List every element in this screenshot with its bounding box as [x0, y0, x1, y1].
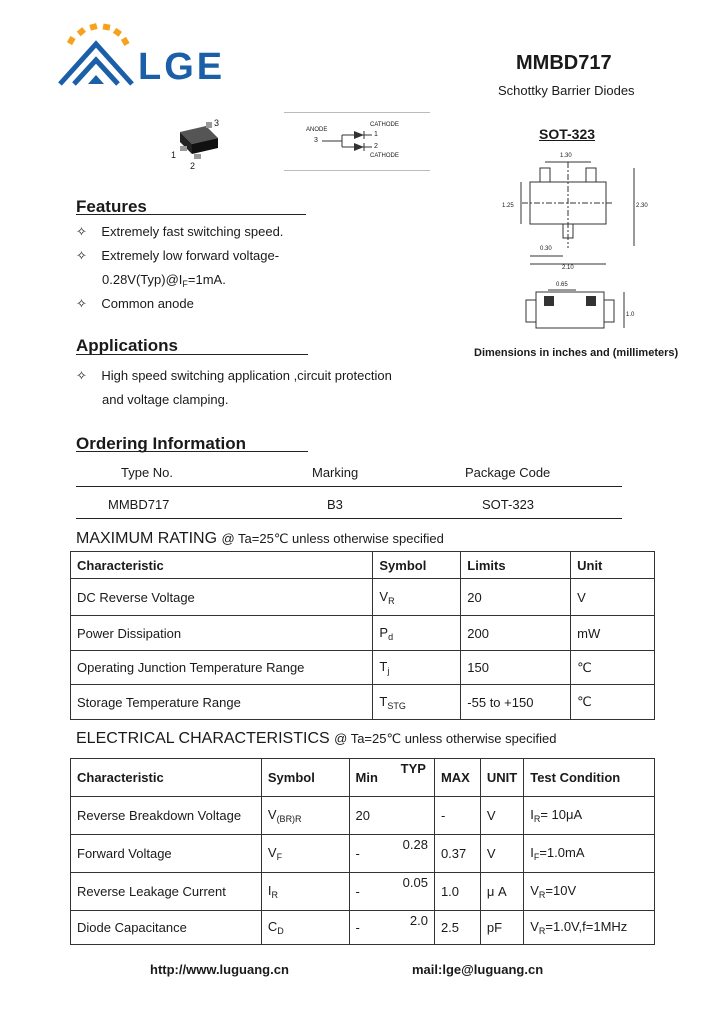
table-row [71, 579, 655, 616]
condition-symbol: I [530, 845, 534, 860]
symbol-text: V [267, 807, 277, 822]
header-characteristic: Characteristic [71, 552, 373, 579]
condition-subscript: R [533, 814, 541, 824]
company-logo [56, 22, 246, 94]
cell-condition [524, 835, 655, 873]
symbol-text: I [267, 883, 272, 898]
table-row [71, 616, 655, 651]
table-row [71, 651, 655, 685]
symbol-text: T [379, 693, 388, 709]
symbol-subscript: STG [387, 700, 406, 711]
table-row [71, 873, 655, 911]
ordering-rule-title [76, 451, 308, 452]
table-header-row [71, 759, 655, 797]
header-characteristic: Characteristic [71, 759, 262, 797]
cell-symbol [373, 651, 461, 685]
cell-max: 2.5 [434, 911, 480, 945]
symbol-text: C [267, 919, 278, 934]
condition-symbol: V [530, 883, 539, 898]
cell-symbol [373, 685, 461, 720]
table-row [71, 685, 655, 720]
part-number: MMBD717 [516, 52, 612, 74]
dim-lead-width: 0.30 [540, 246, 552, 252]
table-row [71, 835, 655, 873]
dim-top-width: 1.30 [560, 153, 572, 159]
application-text: High speed switching application ,circuit protection [101, 368, 392, 383]
symbol-subscript: (BR)R [276, 814, 302, 824]
condition-subscript: F [533, 852, 540, 862]
outline-caption: Dimensions in inches and (millimeters) [474, 347, 679, 359]
min-value: 20 [355, 808, 371, 823]
schematic-pin2: 2 [374, 143, 378, 150]
table-row [71, 797, 655, 835]
cell-max: - [434, 797, 480, 835]
applications-heading: Applications [76, 336, 179, 355]
cell-max: 1.0 [434, 873, 480, 911]
header-typ: TYP [400, 761, 426, 776]
table-header-row [71, 552, 655, 579]
cell-min-typ [349, 797, 434, 835]
dim-side-height: 1.0 [626, 312, 635, 318]
header-min-typ [349, 759, 434, 797]
symbol-subscript: R [271, 890, 279, 900]
footer-email-link[interactable]: mail:lge@luguang.cn [412, 962, 544, 977]
header-symbol: Symbol [373, 552, 461, 579]
cell-min-typ [349, 873, 434, 911]
outline-title: SOT-323 [539, 126, 596, 142]
max-rating-table [70, 551, 655, 720]
table-row [71, 911, 655, 945]
dim-total-height: 2.30 [636, 203, 648, 209]
cell-min-typ [349, 835, 434, 873]
part-description: Schottky Barrier Diodes [498, 83, 635, 98]
cell-unit: V [480, 797, 523, 835]
cell-characteristic: Storage Temperature Range [71, 685, 373, 720]
min-value: - [355, 920, 360, 935]
pin-label-2: 2 [190, 161, 196, 171]
cell-limit: 200 [461, 616, 571, 651]
cell-characteristic: Reverse Breakdown Voltage [71, 797, 262, 835]
max-rating-heading [76, 530, 444, 548]
symbol-text: T [379, 659, 388, 674]
cell-limit: 150 [461, 651, 571, 685]
max-rating-note: @ Ta=25℃ unless otherwise specified [221, 531, 444, 546]
feature-text: Extremely fast switching speed. [101, 224, 284, 239]
dim-body-height: 1.25 [502, 203, 514, 209]
cell-characteristic: Reverse Leakage Current [71, 873, 262, 911]
cell-limit: 20 [461, 579, 571, 616]
schematic-anode-label: ANODE [306, 127, 328, 133]
applications-rule [76, 354, 308, 355]
cell-characteristic: Diode Capacitance [71, 911, 262, 945]
condition-value: = 10μA [540, 807, 583, 822]
header-unit: Unit [571, 552, 655, 579]
cell-unit: ℃ [571, 685, 655, 720]
condition-value: =10V [545, 883, 577, 898]
pin-label-3: 3 [214, 118, 220, 128]
feature-item-continued [102, 272, 226, 289]
cell-characteristic: Power Dissipation [71, 616, 373, 651]
schematic-cathode-top-label: CATHODE [370, 122, 399, 128]
dim-total-width: 2.10 [562, 265, 574, 271]
cell-unit: pF [480, 911, 523, 945]
application-item-continued: and voltage clamping. [102, 392, 229, 407]
features-rule [76, 214, 306, 215]
min-value: - [355, 884, 360, 899]
feature-item: ✧ Extremely low forward voltage- [76, 248, 280, 263]
symbol-subscript: D [277, 926, 284, 936]
pin-label-1: 1 [171, 150, 177, 160]
package-illustration [168, 114, 228, 174]
ordering-heading: Ordering Information [76, 434, 246, 453]
ordering-header-package: Package Code [465, 465, 551, 480]
cell-unit: μ A [480, 873, 523, 911]
cell-min-typ [349, 911, 434, 945]
ordering-rule-bottom [76, 518, 622, 519]
condition-symbol: V [530, 919, 539, 934]
electrical-table [70, 758, 655, 945]
ordering-header-type: Type No. [121, 465, 174, 480]
header-symbol: Symbol [261, 759, 349, 797]
cell-characteristic: Operating Junction Temperature Range [71, 651, 373, 685]
min-value: - [355, 846, 360, 861]
cell-condition [524, 911, 655, 945]
electrical-heading [76, 730, 556, 748]
cell-limit: -55 to +150 [461, 685, 571, 720]
cell-symbol [261, 911, 349, 945]
feature-text: 0.28V(Typ)@I [102, 272, 183, 287]
electrical-note: @ Ta=25℃ unless otherwise specified [334, 731, 557, 746]
footer-website-link[interactable]: http://www.luguang.cn [150, 962, 289, 977]
symbol-subscript: F [276, 852, 283, 862]
application-item: ✧ High speed switching application ,circuit protection [76, 368, 392, 383]
dim-lead-pitch: 0.65 [556, 282, 568, 288]
cell-symbol [261, 797, 349, 835]
feature-item: ✧ Extremely fast switching speed. [76, 224, 284, 239]
header-unit: UNIT [480, 759, 523, 797]
cell-max: 0.37 [434, 835, 480, 873]
cell-symbol [261, 873, 349, 911]
schematic-diagram [284, 112, 430, 172]
ordering-cell-type: MMBD717 [108, 497, 170, 512]
schematic-pin1: 1 [374, 131, 378, 138]
typ-value: 0.28 [402, 837, 428, 852]
symbol-text: P [379, 624, 389, 640]
cell-unit: V [480, 835, 523, 873]
features-heading: Features [76, 197, 147, 216]
cell-condition [524, 797, 655, 835]
cell-unit: ℃ [571, 651, 655, 685]
schematic-pin3: 3 [314, 137, 318, 144]
feature-subscript: F [182, 279, 188, 289]
max-rating-title: MAXIMUM RATING [76, 530, 218, 547]
cell-condition [524, 873, 655, 911]
feature-text: Extremely low forward voltage- [101, 248, 280, 263]
header-min: Min [355, 770, 378, 785]
header-test-condition: Test Condition [524, 759, 655, 797]
logo-text: LGE [138, 46, 226, 88]
cell-symbol [261, 835, 349, 873]
header-max: MAX [434, 759, 480, 797]
feature-text: =1mA. [187, 272, 226, 287]
symbol-subscript: R [388, 595, 395, 606]
cell-symbol [373, 616, 461, 651]
header-limits: Limits [461, 552, 571, 579]
cell-unit: mW [571, 616, 655, 651]
diode-schematic-icon [284, 112, 430, 172]
ordering-rule-mid [76, 486, 622, 487]
cell-characteristic: Forward Voltage [71, 835, 262, 873]
condition-subscript: R [538, 890, 546, 900]
ordering-cell-marking: B3 [327, 497, 343, 512]
condition-subscript: R [538, 926, 546, 936]
feature-item: ✧ Common anode [76, 296, 194, 311]
symbol-text: V [267, 845, 277, 860]
condition-value: =1.0V,f=1MHz [545, 919, 628, 934]
cell-characteristic: DC Reverse Voltage [71, 579, 373, 616]
ordering-cell-package: SOT-323 [482, 497, 535, 512]
feature-text: Common anode [101, 296, 194, 311]
schematic-cathode-bottom-label: CATHODE [370, 153, 399, 159]
symbol-subscript: j [387, 666, 390, 676]
cell-symbol [373, 579, 461, 616]
symbol-subscript: d [388, 631, 394, 642]
condition-value: =1.0mA [539, 845, 585, 860]
typ-value: 0.05 [402, 875, 428, 890]
typ-value: 2.0 [409, 913, 428, 928]
outline-drawing [496, 152, 656, 342]
electrical-title: ELECTRICAL CHARACTERISTICS [76, 730, 330, 747]
cell-unit: V [571, 579, 655, 616]
condition-symbol: I [530, 807, 534, 822]
symbol-text: V [379, 588, 389, 604]
ordering-header-marking: Marking [312, 465, 359, 480]
